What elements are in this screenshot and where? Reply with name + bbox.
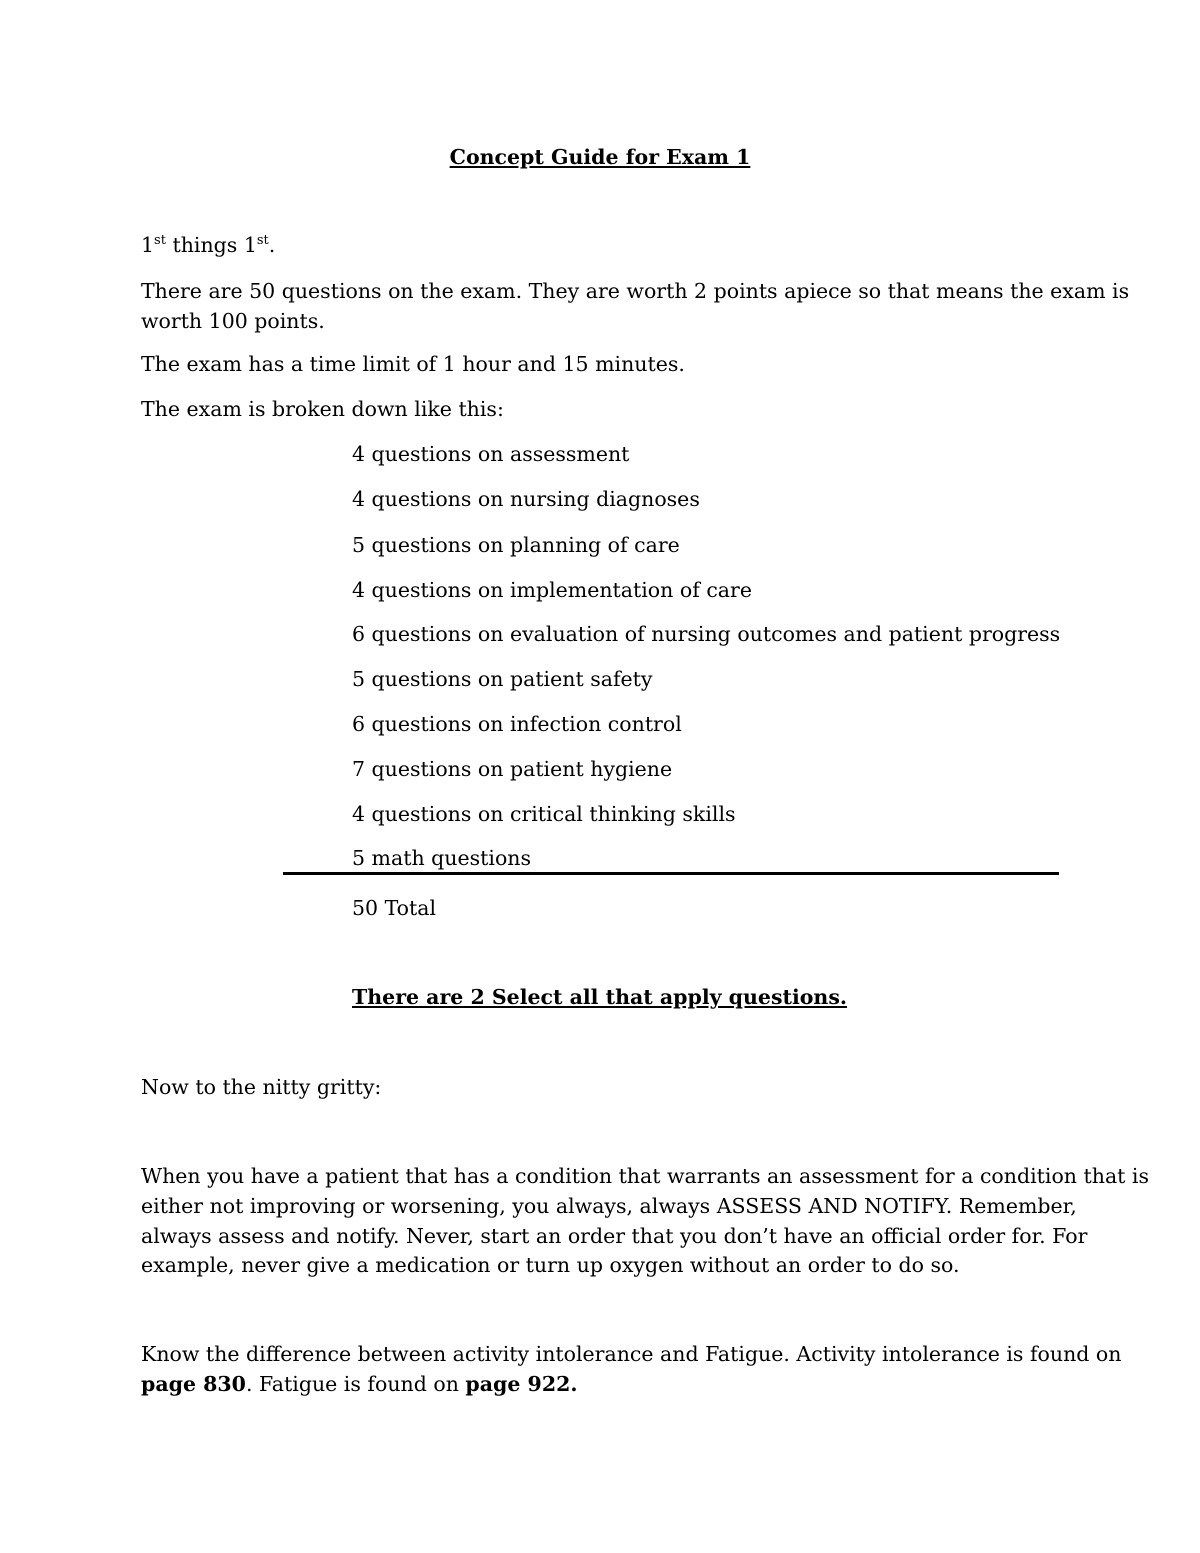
paragraph-line: example, never give a medication or turn up oxygen without an order to do so. bbox=[141, 1253, 960, 1277]
questions-count-line-2: worth 100 points. bbox=[141, 309, 325, 333]
first-things-line bbox=[141, 230, 275, 260]
document-title: Concept Guide for Exam 1 bbox=[449, 145, 751, 169]
page-reference-activity-intolerance: page 830 bbox=[141, 1372, 246, 1396]
paragraph-line bbox=[141, 1369, 577, 1399]
list-item: 5 math questions bbox=[352, 846, 532, 870]
first-things-mid: things 1 bbox=[165, 233, 257, 257]
questions-count-line-1: There are 50 questions on the exam. They are worth 2 points apiece so that means the exam is bbox=[141, 279, 1130, 303]
breakdown-intro-line: The exam is broken down like this: bbox=[141, 397, 504, 421]
first-things-num: 1 bbox=[141, 233, 155, 257]
total-divider bbox=[283, 872, 1059, 875]
fatigue-text: . Fatigue is found on bbox=[245, 1372, 466, 1396]
nitty-gritty-heading: Now to the nitty gritty: bbox=[141, 1075, 382, 1099]
sata-note: There are 2 Select all that apply questions. bbox=[352, 985, 847, 1009]
list-item: 6 questions on evaluation of nursing outcomes and patient progress bbox=[352, 622, 1061, 646]
list-item: 4 questions on implementation of care bbox=[352, 578, 752, 602]
total-line: 50 Total bbox=[352, 896, 437, 920]
list-item: 4 questions on critical thinking skills bbox=[352, 802, 736, 826]
list-item: 4 questions on nursing diagnoses bbox=[352, 487, 700, 511]
list-item: 5 questions on patient safety bbox=[352, 667, 653, 691]
first-things-sup-2: st bbox=[256, 233, 269, 248]
paragraph-line: Know the difference between activity intolerance and Fatigue. Activity intolerance is found on bbox=[141, 1342, 1122, 1366]
time-limit-line: The exam has a time limit of 1 hour and 15 minutes. bbox=[141, 352, 685, 376]
paragraph-line: either not improving or worsening, you always, always ASSESS AND NOTIFY. Remember, bbox=[141, 1194, 1077, 1218]
page-reference-fatigue: page 922. bbox=[465, 1372, 578, 1396]
paragraph-line: always assess and notify. Never, start an order that you don’t have an official order for. For bbox=[141, 1224, 1088, 1248]
first-things-end: . bbox=[268, 233, 276, 257]
list-item: 4 questions on assessment bbox=[352, 442, 630, 466]
list-item: 5 questions on planning of care bbox=[352, 533, 680, 557]
paragraph-line: When you have a patient that has a condition that warrants an assessment for a condition that is bbox=[141, 1164, 1149, 1188]
list-item: 6 questions on infection control bbox=[352, 712, 682, 736]
list-item: 7 questions on patient hygiene bbox=[352, 757, 673, 781]
first-things-sup-1: st bbox=[154, 233, 166, 248]
